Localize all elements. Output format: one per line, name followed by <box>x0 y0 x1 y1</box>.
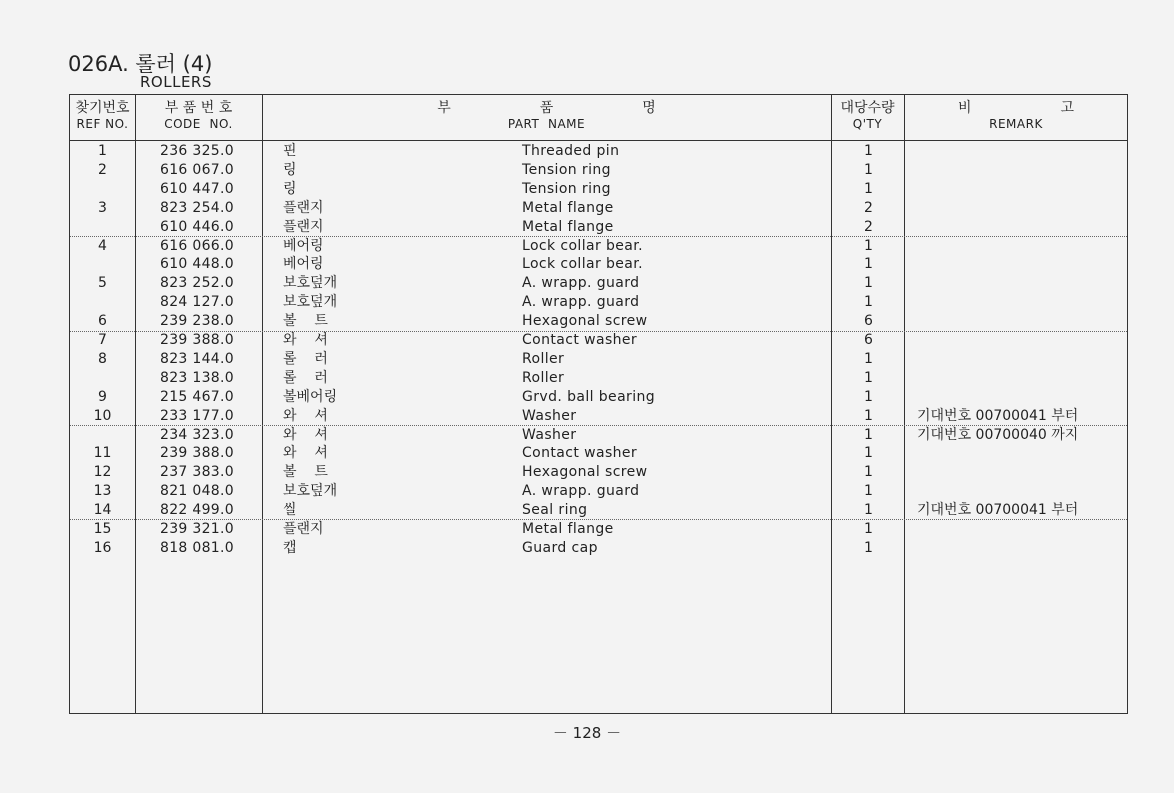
quantity-cell: 1 <box>864 180 873 197</box>
ref-no-cell: 13 <box>93 483 112 500</box>
table-row <box>70 350 1127 369</box>
table-row <box>70 369 1127 388</box>
header-code-en: CODE NO. <box>164 117 233 131</box>
header-remark-en: REMARK <box>989 117 1043 131</box>
part-name-en-cell: Hexagonal screw <box>522 464 648 481</box>
table-row <box>70 180 1127 199</box>
quantity-cell: 1 <box>864 161 873 178</box>
quantity-cell: 2 <box>864 199 873 216</box>
part-name-en-cell: Contact washer <box>522 445 638 462</box>
part-name-ko-cell: 베어링 <box>283 237 324 254</box>
table-row <box>70 312 1127 331</box>
part-name-ko-cell: 플랜지 <box>283 199 324 216</box>
quantity-cell: 1 <box>864 521 873 537</box>
table-row <box>70 331 1127 350</box>
code-no-cell: 239 238.0 <box>160 313 234 330</box>
part-name-ko-cell: 볼베어링 <box>283 388 338 405</box>
part-name-en-cell: Metal flange <box>522 199 614 216</box>
code-no-cell: 610 448.0 <box>160 256 234 273</box>
code-no-cell: 215 467.0 <box>160 388 234 405</box>
ref-no-cell: 10 <box>93 407 112 424</box>
header-qty-en: Q'TY <box>852 117 883 131</box>
page-title: 026A. 롤러 (4) <box>68 52 213 76</box>
header-code <box>135 100 262 132</box>
code-no-cell: 237 383.0 <box>160 464 234 481</box>
part-name-ko-cell: 링 <box>283 180 297 197</box>
code-no-cell: 233 177.0 <box>160 407 234 424</box>
header-name-en: PART NAME <box>507 117 586 131</box>
quantity-cell: 1 <box>864 237 873 254</box>
quantity-cell: 2 <box>864 218 873 235</box>
code-no-cell: 610 447.0 <box>160 180 234 197</box>
table-row <box>70 482 1127 501</box>
ref-no-cell: 4 <box>98 237 107 254</box>
ref-no-cell: 14 <box>93 502 112 519</box>
ref-no-cell: 9 <box>98 388 107 405</box>
header-ref-ko: 찾기번호 <box>75 100 130 116</box>
code-no-cell: 236 325.0 <box>160 143 234 159</box>
part-name-ko-cell: 롤 러 <box>283 369 328 386</box>
page-subtitle: ROLLERS <box>140 73 212 91</box>
header-name <box>262 100 831 132</box>
remark-cell: 기대번호 00700040 까지 <box>917 426 1079 443</box>
code-no-cell: 823 144.0 <box>160 350 234 367</box>
header-name-ko: 부 품 명 <box>437 100 656 116</box>
code-no-cell: 239 321.0 <box>160 521 234 537</box>
part-name-en-cell: Lock collar bear. <box>522 256 644 273</box>
part-name-ko-cell: 핀 <box>283 143 297 159</box>
part-name-en-cell: A. wrapp. guard <box>522 483 640 500</box>
table-row <box>70 293 1127 312</box>
table-row <box>70 444 1127 463</box>
part-name-en-cell: Lock collar bear. <box>522 237 644 254</box>
code-no-cell: 818 081.0 <box>160 539 234 556</box>
quantity-cell: 1 <box>864 464 873 481</box>
part-name-en-cell: A. wrapp. guard <box>522 294 640 311</box>
part-name-en-cell: Roller <box>522 350 565 367</box>
code-no-cell: 822 499.0 <box>160 502 234 519</box>
part-name-en-cell: A. wrapp. guard <box>522 275 640 292</box>
table-row <box>70 520 1127 539</box>
quantity-cell: 1 <box>864 502 873 519</box>
quantity-cell: 1 <box>864 350 873 367</box>
table-row <box>70 426 1127 445</box>
page-number: － 128 － <box>552 724 622 742</box>
parts-table <box>69 94 1128 714</box>
quantity-cell: 1 <box>864 445 873 462</box>
table-row <box>70 407 1127 426</box>
ref-no-cell: 8 <box>98 350 107 367</box>
header-remark <box>904 100 1128 132</box>
table-row <box>70 501 1127 520</box>
quantity-cell: 1 <box>864 426 873 443</box>
part-name-ko-cell: 볼 트 <box>283 464 328 481</box>
ref-no-cell: 1 <box>98 143 107 159</box>
part-name-ko-cell: 플랜지 <box>283 521 324 537</box>
part-name-ko-cell: 보호덮개 <box>283 294 338 311</box>
code-no-cell: 616 067.0 <box>160 161 234 178</box>
code-no-cell: 823 138.0 <box>160 369 234 386</box>
part-name-ko-cell: 플랜지 <box>283 218 324 235</box>
table-row <box>70 388 1127 407</box>
quantity-cell: 1 <box>864 294 873 311</box>
code-no-cell: 823 254.0 <box>160 199 234 216</box>
part-name-ko-cell: 와 셔 <box>283 407 328 424</box>
part-name-ko-cell: 와 셔 <box>283 426 328 443</box>
part-name-ko-cell: 베어링 <box>283 256 324 273</box>
part-name-ko-cell: 와 셔 <box>283 332 328 348</box>
part-name-en-cell: Roller <box>522 369 565 386</box>
quantity-cell: 6 <box>864 332 873 348</box>
part-name-en-cell: Washer <box>522 426 577 443</box>
ref-no-cell: 12 <box>93 464 112 481</box>
code-no-cell: 234 323.0 <box>160 426 234 443</box>
header-qty-ko: 대당수량 <box>840 100 895 116</box>
part-name-en-cell: Guard cap <box>522 539 598 556</box>
part-name-en-cell: Metal flange <box>522 521 614 537</box>
code-no-cell: 824 127.0 <box>160 294 234 311</box>
part-name-ko-cell: 씰 <box>283 502 297 519</box>
table-row <box>70 218 1127 237</box>
header-ref-en: REF NO. <box>76 117 129 131</box>
table-row <box>70 463 1127 482</box>
code-no-cell: 239 388.0 <box>160 332 234 348</box>
code-no-cell: 823 252.0 <box>160 275 234 292</box>
code-no-cell: 239 388.0 <box>160 445 234 462</box>
part-name-en-cell: Washer <box>522 407 577 424</box>
quantity-cell: 1 <box>864 483 873 500</box>
ref-no-cell: 11 <box>93 445 112 462</box>
part-name-ko-cell: 와 셔 <box>283 445 328 462</box>
table-row <box>70 274 1127 293</box>
code-no-cell: 821 048.0 <box>160 483 234 500</box>
ref-no-cell: 6 <box>98 313 107 330</box>
table-row <box>70 539 1127 558</box>
quantity-cell: 1 <box>864 539 873 556</box>
ref-no-cell: 16 <box>93 539 112 556</box>
quantity-cell: 1 <box>864 143 873 159</box>
part-name-en-cell: Contact washer <box>522 332 638 348</box>
quantity-cell: 1 <box>864 256 873 273</box>
part-name-en-cell: Tension ring <box>522 180 611 197</box>
ref-no-cell: 5 <box>98 275 107 292</box>
quantity-cell: 6 <box>864 313 873 330</box>
table-row <box>70 199 1127 218</box>
table-row <box>70 255 1127 274</box>
part-name-en-cell: Seal ring <box>522 502 588 519</box>
header-qty <box>831 100 904 132</box>
ref-no-cell: 15 <box>93 521 112 537</box>
quantity-cell: 1 <box>864 388 873 405</box>
part-name-en-cell: Threaded pin <box>522 143 620 159</box>
ref-no-cell: 3 <box>98 199 107 216</box>
part-name-ko-cell: 볼 트 <box>283 313 328 330</box>
remark-cell: 기대번호 00700041 부터 <box>917 502 1079 519</box>
header-divider <box>70 140 1127 141</box>
part-name-ko-cell: 보호덮개 <box>283 483 338 500</box>
part-name-ko-cell: 보호덮개 <box>283 275 338 292</box>
ref-no-cell: 2 <box>98 161 107 178</box>
code-no-cell: 610 446.0 <box>160 218 234 235</box>
remark-cell: 기대번호 00700041 부터 <box>917 407 1079 424</box>
header-remark-ko: 비 고 <box>957 100 1075 116</box>
header-code-ko: 부 품 번 호 <box>164 100 233 116</box>
table-row <box>70 237 1127 256</box>
part-name-ko-cell: 롤 러 <box>283 350 328 367</box>
part-name-en-cell: Hexagonal screw <box>522 313 648 330</box>
table-row <box>70 161 1127 180</box>
quantity-cell: 1 <box>864 369 873 386</box>
part-name-en-cell: Tension ring <box>522 161 611 178</box>
ref-no-cell: 7 <box>98 332 107 348</box>
header-ref <box>70 100 135 132</box>
code-no-cell: 616 066.0 <box>160 237 234 254</box>
quantity-cell: 1 <box>864 275 873 292</box>
part-name-ko-cell: 링 <box>283 161 297 178</box>
part-name-ko-cell: 캡 <box>283 539 297 556</box>
part-name-en-cell: Metal flange <box>522 218 614 235</box>
table-row <box>70 142 1127 161</box>
part-name-en-cell: Grvd. ball bearing <box>522 388 656 405</box>
quantity-cell: 1 <box>864 407 873 424</box>
